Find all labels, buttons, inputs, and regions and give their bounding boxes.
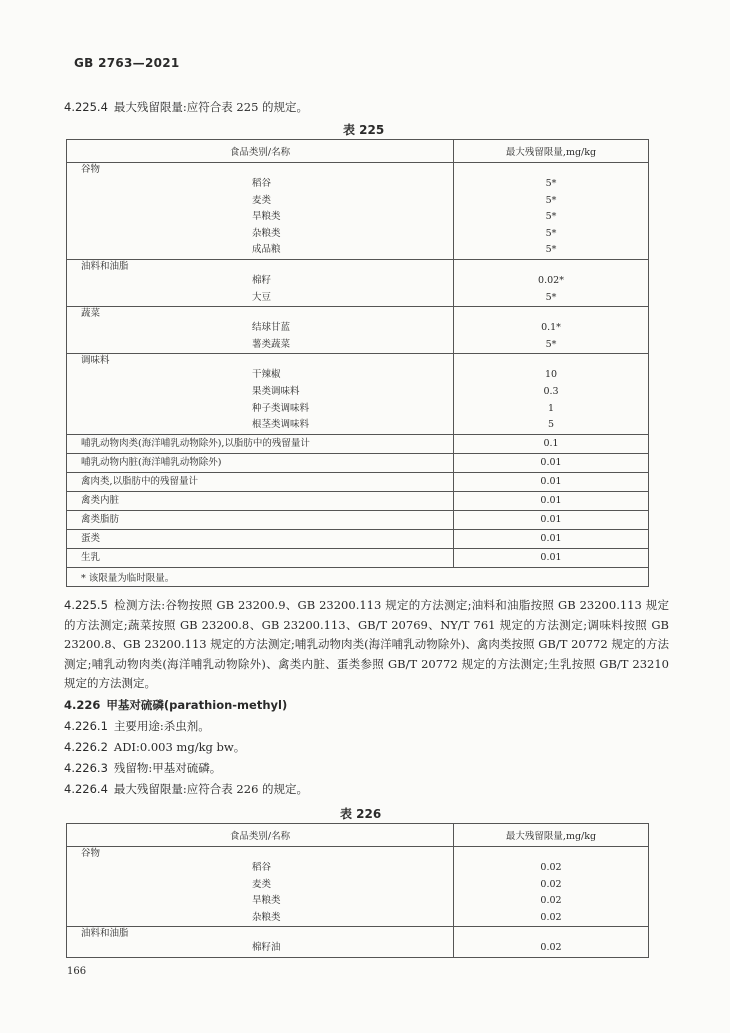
row-name: 禽类内脏	[81, 494, 120, 506]
table-row	[67, 529, 649, 548]
row-value: 0.01	[454, 510, 649, 529]
row-name: 生乳	[81, 551, 101, 563]
document-code: GB 2763—2021	[74, 56, 180, 70]
clause-4-226-1	[64, 719, 210, 733]
group-value: 5*	[545, 338, 557, 350]
group-item: 棉籽油	[252, 942, 281, 954]
group-value: 0.02	[540, 862, 562, 873]
clause-4-226-heading	[64, 698, 287, 712]
group-item: 稻谷	[252, 862, 272, 873]
row-value: 0.01	[454, 472, 649, 491]
group-item: 结球甘蓝	[252, 322, 291, 334]
group-value: 0.3	[543, 385, 559, 397]
clause-number: 4.226	[64, 698, 101, 712]
clause-number: 4.226.3	[64, 761, 108, 775]
clause-text: 最大残留限量:应符合表 225 的规定。	[113, 100, 309, 114]
column-header-mrl: 最大残留限量,mg/kg	[454, 824, 649, 847]
group-item: 麦类	[252, 878, 272, 890]
group-row-vegetables	[67, 307, 649, 354]
row-value: 0.01	[454, 548, 649, 567]
group-value: 5*	[545, 178, 557, 189]
group-row-cereals	[67, 847, 649, 927]
group-value: 0.02	[540, 895, 562, 907]
group-value: 1	[547, 402, 555, 414]
group-item: 干辣椒	[252, 369, 281, 381]
group-value: 5*	[545, 244, 557, 256]
group-item: 薯类蔬菜	[252, 338, 291, 350]
group-item: 大豆	[252, 291, 272, 303]
row-value: 0.01	[454, 453, 649, 472]
clause-text: 主要用途:杀虫剂。	[113, 719, 210, 733]
clause-4-226-4	[64, 782, 308, 796]
clause-number: 4.225.4	[64, 100, 108, 114]
group-category: 蔬菜	[81, 308, 101, 320]
group-item: 杂粮类	[252, 911, 281, 923]
clause-4-226-3	[64, 761, 221, 775]
group-item: 旱粮类	[252, 211, 281, 223]
group-item: 棉籽	[252, 274, 272, 286]
clause-4-226-2	[64, 740, 245, 754]
clause-number: 4.225.5	[64, 598, 108, 612]
clause-text: 最大残留限量:应符合表 226 的规定。	[113, 782, 309, 796]
clause-4-225-4	[64, 100, 308, 114]
group-category: 油料和油脂	[81, 260, 129, 272]
group-item: 成品粮	[252, 244, 281, 256]
table-row	[67, 472, 649, 491]
group-category: 油料和油脂	[81, 928, 129, 940]
group-category: 调味料	[81, 355, 110, 367]
group-row-oils	[67, 259, 649, 306]
clause-text: 检测方法:谷物按照 GB 23200.9、GB 23200.113 规定的方法测定;油料和油脂按照 GB 23200.113 规定的方法测定;蔬菜按照 GB 23200.8、GB 23200.113、GB/T 20769、NY/T 761 规定的方法测定;调味料按照 GB 23200.8、GB 23200.113 规定的方法测定;哺乳动物肉类(海洋哺乳动物除外)、禽肉类按照 GB/T 20772 规定的方法测定;哺乳动物肉类(海洋哺乳动物除外)、禽类内脏、蛋类参照 GB/T 20772 规定的方法测定;生乳按照 GB/T 23210 规定的方法测定。	[64, 598, 669, 690]
table-footnote-row	[67, 567, 649, 586]
group-value: 0.1*	[541, 322, 561, 334]
group-item: 稻谷	[252, 178, 272, 189]
clause-text: ADI:0.003 mg/kg bw。	[113, 740, 246, 754]
table-header-row	[67, 824, 649, 847]
group-value: 0.02*	[538, 274, 564, 286]
row-value: 0.01	[454, 491, 649, 510]
group-value: 0.02	[540, 911, 562, 923]
clause-number: 4.226.4	[64, 782, 108, 796]
group-item: 杂粮类	[252, 227, 281, 239]
table-header-row	[67, 140, 649, 163]
clause-4-225-5	[64, 596, 669, 694]
table-row	[67, 434, 649, 453]
table-225-caption: 表 225	[343, 123, 385, 137]
group-item: 果类调味料	[252, 385, 300, 397]
group-category: 谷物	[81, 848, 101, 859]
group-value: 5*	[545, 291, 557, 303]
table-226-caption: 表 226	[340, 807, 382, 821]
row-name: 禽肉类,以脂肪中的残留量计	[81, 475, 199, 487]
group-value: 0.02	[540, 878, 562, 890]
table-225	[66, 139, 649, 587]
clause-number: 4.226.1	[64, 719, 108, 733]
row-name: 哺乳动物肉类(海洋哺乳动物除外),以脂肪中的残留量计	[81, 437, 310, 449]
group-item: 根茎类调味料	[252, 419, 310, 431]
column-header-food: 食品类别/名称	[67, 140, 454, 163]
group-category: 谷物	[81, 164, 101, 175]
table-row	[67, 453, 649, 472]
group-value: 5*	[545, 211, 557, 223]
column-header-food: 食品类别/名称	[67, 824, 454, 847]
row-value: 0.1	[454, 434, 649, 453]
group-value: 5*	[545, 194, 557, 206]
table-226	[66, 823, 649, 958]
row-name: 蛋类	[81, 532, 101, 544]
group-item: 旱粮类	[252, 895, 281, 907]
group-value: 10	[544, 369, 558, 381]
clause-number: 4.226.2	[64, 740, 108, 754]
column-header-mrl: 最大残留限量,mg/kg	[454, 140, 649, 163]
clause-text: 残留物:甲基对硫磷。	[113, 761, 222, 775]
group-value: 5	[547, 419, 555, 431]
row-name: 禽类脂肪	[81, 513, 120, 525]
row-name: 哺乳动物内脏(海洋哺乳动物除外)	[81, 456, 222, 468]
group-value: 0.02	[540, 942, 562, 954]
table-row	[67, 510, 649, 529]
group-row-oils	[67, 927, 649, 958]
clause-heading-text: 甲基对硫磷(parathion-methyl)	[106, 698, 288, 712]
group-item: 麦类	[252, 194, 272, 206]
table-row	[67, 548, 649, 567]
table-footnote: * 该限量为临时限量。	[67, 567, 649, 586]
table-row	[67, 491, 649, 510]
page-number: 166	[67, 966, 87, 977]
group-value: 5*	[545, 227, 557, 239]
group-item: 种子类调味料	[252, 402, 310, 414]
group-row-cereals	[67, 163, 649, 260]
group-row-condiments	[67, 354, 649, 434]
row-value: 0.01	[454, 529, 649, 548]
